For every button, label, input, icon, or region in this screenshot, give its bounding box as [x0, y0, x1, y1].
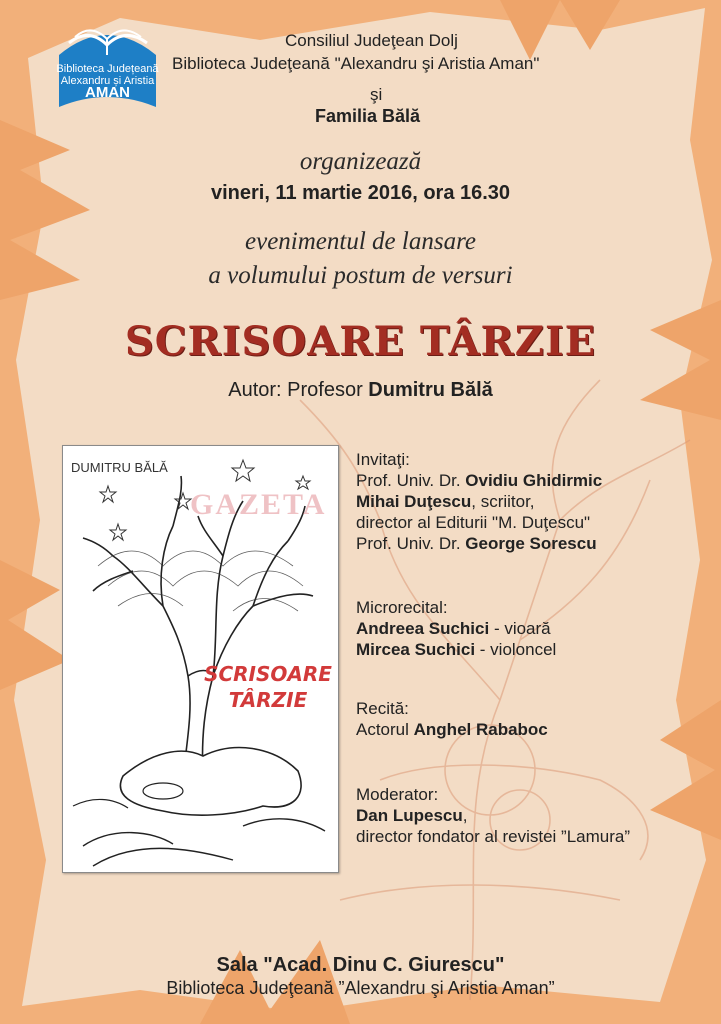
- moderator-name-line: Dan Lupescu,: [356, 806, 468, 825]
- book-title: SCRISOARE TÂRZIE: [124, 318, 597, 365]
- event-line-2: a volumului postum de versuri: [208, 262, 513, 289]
- performer-2: Mircea Suchici - violoncel: [356, 640, 557, 659]
- cover-author: DUMITRU BĂLĂ: [71, 460, 168, 475]
- event-date: vineri, 11 martie 2016, ora 16.30: [210, 182, 511, 204]
- author-line: [0, 378, 721, 402]
- cover-title: [198, 661, 338, 713]
- venue-library: Biblioteca Judeţeană ”Alexandru şi Aristia Aman”: [166, 978, 555, 998]
- guests-section: [356, 449, 602, 554]
- moderator-heading: Moderator:: [356, 785, 439, 804]
- moderator-role: director fondator al revistei ”Lamura”: [356, 827, 631, 846]
- guest-2-role: director al Editurii "M. Duţescu": [356, 513, 591, 532]
- recital-section: [356, 597, 556, 660]
- author-prefix: Autor: Profesor: [228, 379, 369, 401]
- conjunction-and: şi: [370, 85, 383, 104]
- recital-heading: Microrecital:: [356, 598, 448, 617]
- guest-1: Prof. Univ. Dr. Ovidiu Ghidirmic: [356, 471, 603, 490]
- organizer-council: Consiliul Judeţean Dolj: [285, 31, 458, 50]
- event-line-1: evenimentul de lansare: [245, 228, 476, 255]
- logo-line-2: Alexandru și Aristia: [60, 75, 155, 87]
- organizes-text: organizează: [299, 148, 422, 175]
- cover-title-line-2: TÂRZIE: [228, 688, 308, 712]
- organizer-library: Biblioteca Judeţeană "Alexandru şi Aristia Aman": [172, 54, 540, 73]
- logo-line-1: Biblioteca Județeană: [56, 63, 159, 75]
- guest-2: Mihai Duţescu, scriitor,: [356, 492, 535, 511]
- recites-section: [356, 698, 548, 740]
- recites-heading: Recită:: [356, 699, 409, 718]
- reciter: Actorul Anghel Rababoc: [356, 720, 548, 739]
- organizer-family: Familia Bălă: [315, 106, 421, 126]
- performer-1: Andreea Suchici - vioară: [356, 619, 551, 638]
- guest-3: Prof. Univ. Dr. George Sorescu: [356, 534, 597, 553]
- author-name: Dumitru Bălă: [368, 379, 493, 401]
- library-logo: [55, 15, 160, 115]
- watermark: GAZETA: [190, 488, 327, 521]
- moderator-section: [356, 784, 630, 847]
- guests-heading: Invitaţi:: [356, 450, 410, 469]
- cover-title-line-1: SCRISOARE: [204, 662, 332, 686]
- logo-line-3: AMAN: [85, 84, 130, 101]
- venue-hall: Sala "Acad. Dinu C. Giurescu": [216, 954, 505, 976]
